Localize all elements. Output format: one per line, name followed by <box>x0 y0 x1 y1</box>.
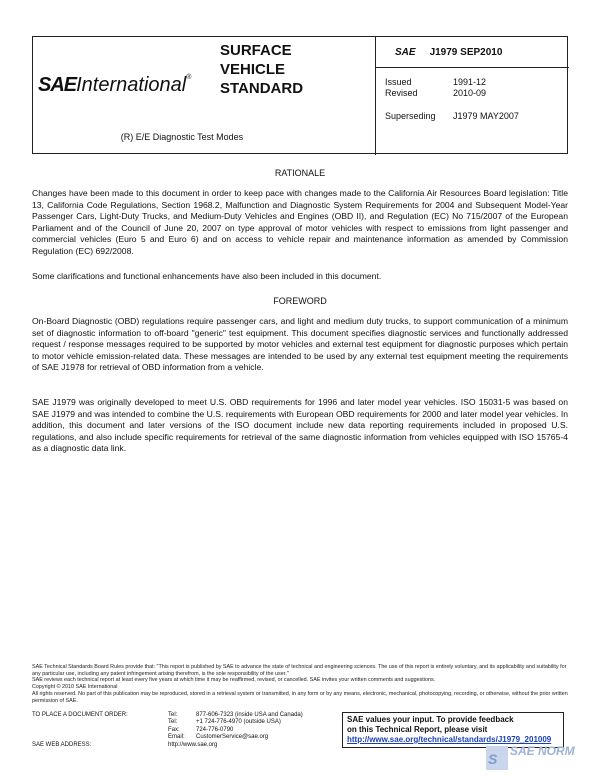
feedback-box <box>342 712 564 748</box>
superseding-value: J1979 MAY2007 <box>453 111 519 121</box>
foreword-heading: FOREWORD <box>273 296 327 306</box>
sae-international-logo <box>38 74 191 97</box>
board-rules-notice: SAE Technical Standards Board Rules provide that: "This report is published by SAE to advance the state of technical and engineering sciences. The use of this report is entirely voluntary, and its applicability and suitability for any particular use, including any patent infringement arising therefrom, is the sole responsibility of the user." <box>32 664 567 677</box>
rationale-paragraph: Changes have been made to this document in order to keep pace with changes made to the California Air Resources Board legislation: Title 13, California Code Regulations, Section 1968.2, Malfunction and Diagnostic System Requirements for 2004 and Subsequent Model-Year Passenger Cars, Light-Duty Trucks, and Medium-Duty Vehicles and Engines (OBD II), and Regulation (EC) No 715/2007 of the European Parliament and of the Council of June 20, 2007 on type approval of motor vehicles with respect to emissions from light passenger and commercial vehicles (Euro 5 and Euro 6) and on access to vehicle repair and maintenance information as amended by Commission Regulation (EC) 692/2008. <box>32 188 568 256</box>
doc-sae-mark: SAE <box>395 47 416 58</box>
issued-label: Issued <box>385 77 412 87</box>
revised-value: 2010-09 <box>453 88 487 98</box>
email-link[interactable]: CustomerService@sae.org <box>196 734 269 740</box>
logo-international: International <box>76 74 187 96</box>
foreword-paragraph: On-Board Diagnostic (OBD) regulations require passenger cars, and light and medium duty trucks, to support communication of a minimum set of diagnostic information to off-board "generic" test equipment. This document specifies diagnostic services and functionally addressed request / response messages required to be supported by motor vehicles and external test equipment for diagnostic purposes which pertain to motor vehicle emission-related data. These messages are intended to be used by any external test equipment meeting the requirements of SAE J1978 for retrieval of OBD information from a vehicle. <box>32 316 568 373</box>
logo-trademark: ® <box>186 74 192 81</box>
tel-value: +1 724-776-4970 (outside USA) <box>196 719 281 725</box>
rationale-heading: RATIONALE <box>274 168 326 178</box>
document-title: (R) E/E Diagnostic Test Modes <box>120 132 244 142</box>
web-address-label: SAE WEB ADDRESS: <box>32 742 92 748</box>
superseding-label: Superseding <box>385 111 436 121</box>
tel-label: Tel: <box>168 719 178 725</box>
foreword-paragraph: SAE J1979 was originally developed to meet U.S. OBD requirements for 1996 and later model year vehicles. ISO 15031-5 was based on SAE J1979 and was intended to combine the U.S. requirements with European OBD requirements for 2000 and later model year vehicles. In addition, this document and later versions of the ISO document include new data reporting requirements included in proposed U.S. regulations, and also include specific requirements for retrieval of the same diagnostic information from vehicles equipped with ISO 15765-4 as a diagnostic data link. <box>32 397 568 454</box>
tel-value: 877-606-7323 (inside USA and Canada) <box>196 712 303 718</box>
feedback-text: SAE values your input. To provide feedback <box>347 715 514 724</box>
revised-label: Revised <box>385 88 418 98</box>
svg-text:S: S <box>488 751 498 767</box>
fax-label: Fax: <box>168 727 180 733</box>
order-label: TO PLACE A DOCUMENT ORDER: <box>32 712 128 718</box>
standard-line: VEHICLE <box>220 61 286 78</box>
feedback-text: on this Technical Report, please visit <box>347 725 488 734</box>
standard-type <box>220 41 303 98</box>
document-number <box>395 47 502 58</box>
header-divider-vertical <box>375 37 376 155</box>
doc-id: J1979 SEP2010 <box>429 47 503 58</box>
review-notice: SAE reviews each technical report at least every five years at which time it may be reaffirmed, revised, or cancelled. SAE invites your written comments and suggestions. <box>32 677 436 683</box>
rights-notice: All rights reserved. No part of this publication may be reproduced, stored in a retrieval system or transmitted, in any form or by any means, electronic, mechanical, photocopying, recording, or otherwise, without the prior written permission of SAE. <box>32 691 568 704</box>
header-divider-horizontal <box>375 67 569 68</box>
copyright-notice: Copyright © 2010 SAE International <box>32 684 118 690</box>
issued-value: 1991-12 <box>453 77 487 87</box>
email-label: Email: <box>168 734 185 740</box>
logo-sae: SAE <box>38 74 77 96</box>
watermark-text: SAE NORM <box>510 744 575 758</box>
tel-label: Tel: <box>168 712 178 718</box>
rationale-paragraph: Some clarifications and functional enhancements have also been included in this document. <box>32 271 382 281</box>
web-address-link[interactable]: http://www.sae.org <box>168 742 218 748</box>
fax-value: 724-776-0790 <box>196 727 234 733</box>
feedback-link[interactable]: http://www.sae.org/technical/standards/J1979_201009 <box>347 735 552 744</box>
standard-line: SURFACE <box>220 42 292 59</box>
standard-line: STANDARD <box>220 80 304 97</box>
